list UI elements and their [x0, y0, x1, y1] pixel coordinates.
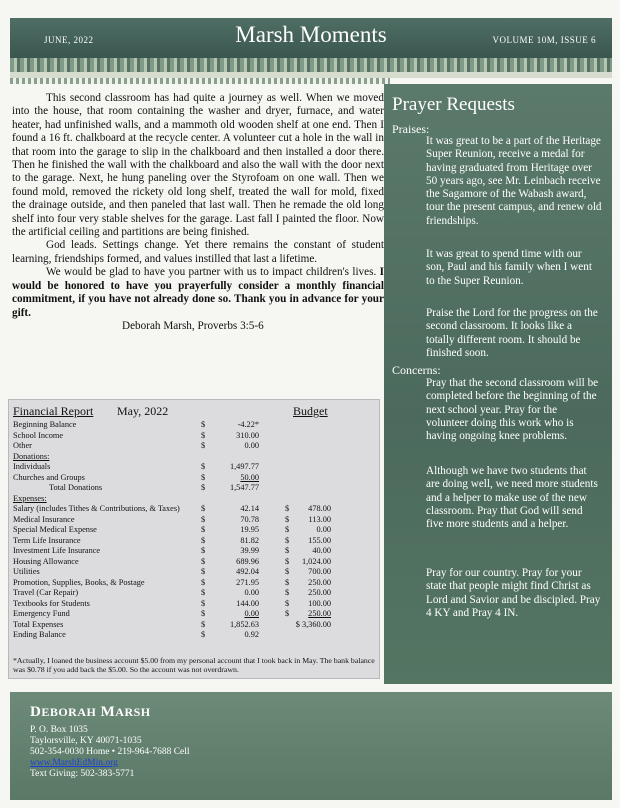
- financial-row: Donations:: [13, 451, 50, 461]
- contact-footer: [10, 692, 612, 800]
- financial-row: Emergency Fund $ 0.00 $ 250.00: [13, 609, 331, 618]
- financial-row: Term Life Insurance $ 81.82 $ 155.00: [13, 535, 331, 545]
- financial-row: Total Expenses $ 1,852.63 $ 3,360.00: [13, 619, 331, 629]
- financial-row: Churches and Groups $ 50.00: [13, 472, 259, 482]
- praise-item: Praise the Lord for the progress on the second classroom. It looks like a totally different room. It should be finished soon.: [426, 307, 598, 359]
- closing-bold: I would be honored to have you prayerfully consider a monthly financial commitment, if you have not already done so. Thank you in advance for your gift.: [12, 266, 384, 319]
- concern-item: Pray that the second classroom will be completed before the beginning of the next school year. Pray for the volunteer doing this work who is having ongoing knee problems.: [426, 377, 599, 443]
- closing-plain: We would be glad to have you partner with us to impact children's lives.: [46, 266, 377, 279]
- financial-row: Other $ 0.00: [13, 441, 259, 450]
- phone-line: 502-354-0030 Home • 219-964-7688 Cell: [30, 747, 190, 757]
- issue-date: JUNE, 2022: [44, 35, 94, 45]
- financial-row: Travel (Car Repair) $ 0.00 $ 250.00: [13, 588, 331, 597]
- decorative-stripe: [10, 78, 390, 84]
- financial-row: Ending Balance $ 0.92: [13, 630, 259, 639]
- financial-row: Housing Allowance $ 689.96 $ 1,024.00: [13, 556, 331, 566]
- financial-row: Utilities $ 492.04 $ 700.00: [13, 567, 331, 576]
- article-body: [12, 92, 384, 333]
- website-link[interactable]: www.MarshEdMin.org: [30, 758, 118, 768]
- concern-item: Although we have two students that are doing well, we need more students and a helper to make use of the new classroom. Pray that God will send five more students and a helper.: [426, 465, 598, 531]
- financial-title: Financial Report: [13, 404, 94, 418]
- article-paragraph: God leads. Settings change. Yet there remains the constant of student learning, friendships formed, and values instilled that last a lifetime.: [12, 239, 384, 265]
- praise-item: It was great to spend time with our son, Paul and his family when I went to the Super Reunion.: [426, 248, 592, 287]
- financial-row: Medical Insurance $ 70.78 $ 113.00: [13, 514, 331, 524]
- po-box: P. O. Box 1035: [30, 725, 88, 735]
- newsletter-title: Marsh Moments: [235, 22, 387, 47]
- financial-month: May, 2022: [117, 404, 169, 418]
- prayer-title: Prayer Requests: [392, 94, 515, 115]
- budget-header: Budget: [293, 404, 328, 418]
- financial-row: Salary (includes Tithes & Contributions, & Taxes) $ 42.14 $ 478.00: [13, 504, 331, 513]
- praise-item: It was great to be a part of the Heritage Super Reunion, receive a medal for having graduated from Heritage over 50 years ago, see Mr. Leinbach receive the Sagamore of the Wabash award, tour the present campus, and renew old friendships.: [426, 135, 602, 227]
- article-paragraph: This second classroom has had quite a journey as well. When we moved into the house, that room containing the washer and dryer, furnace, and water heater, had unfinished walls, and a mammoth old wooden shelf at one end. Then I found a 16 ft. chalkboard at the recycle center. A volunteer cut a hole in the wall in that room into the garage to slip in the chalkboard and then installed a door there. Then he finished the wall with the chalkboard and also the wall with the door next to the garage. Next, he hung paneling over the Styrofoam on one wall. Then we found mold, removed the rickety old long shelf, treated the wall for mold, fixed the drainage outside, and then paneled that last wall. Then he remade the old long shelf into four very stable shelves for the garage. Last fall I painted the floor. Now the artificial ceiling and partitions are being finished.: [12, 92, 384, 239]
- financial-row: Expenses:: [13, 493, 47, 503]
- financial-report: [8, 399, 380, 679]
- financial-row: School Income $ 310.00: [13, 430, 259, 440]
- financial-row: Textbooks for Students $ 144.00 $ 100.00: [13, 598, 331, 608]
- concerns-label: Concerns:: [392, 363, 441, 377]
- prayer-requests-panel: [384, 84, 612, 684]
- financial-row: Individuals $ 1,497.77: [13, 462, 259, 471]
- text-giving: Text Giving: 502-383-5771: [30, 769, 135, 779]
- financial-row: Beginning Balance $ -4.22*: [13, 420, 259, 429]
- praises-label: Praises:: [392, 122, 430, 136]
- contact-name: DEBORAH MARSH: [30, 704, 151, 720]
- issue-volume: VOLUME 10M, ISSUE 6: [492, 35, 596, 45]
- signature: Deborah Marsh, Proverbs 3:5-6: [122, 319, 264, 332]
- financial-row: Promotion, Supplies, Books, & Postage $ 271.95 $ 250.00: [13, 577, 331, 587]
- masthead: [10, 18, 612, 58]
- decorative-border: [10, 58, 612, 72]
- article-closing: [12, 266, 384, 320]
- financial-row: Total Donations $ 1,547.77: [49, 483, 259, 492]
- concern-item: Pray for our country. Pray for your state that people might find Christ as Lord and Savior and be discipled. Pray 4 KY and Pray 4 IN.: [426, 567, 601, 619]
- financial-row: Investment Life Insurance $ 39.99 $ 40.00: [13, 546, 331, 555]
- financial-note: *Actually, I loaned the business account $5.00 from my personal account that I took back in May. The bank balance was $0.78 if you add back the $5.00. So the account was not overdrawn.: [13, 656, 375, 674]
- city-line: Taylorsville, KY 40071-1035: [30, 736, 142, 746]
- financial-row: Special Medical Expense $ 19.95 $ 0.00: [13, 525, 331, 534]
